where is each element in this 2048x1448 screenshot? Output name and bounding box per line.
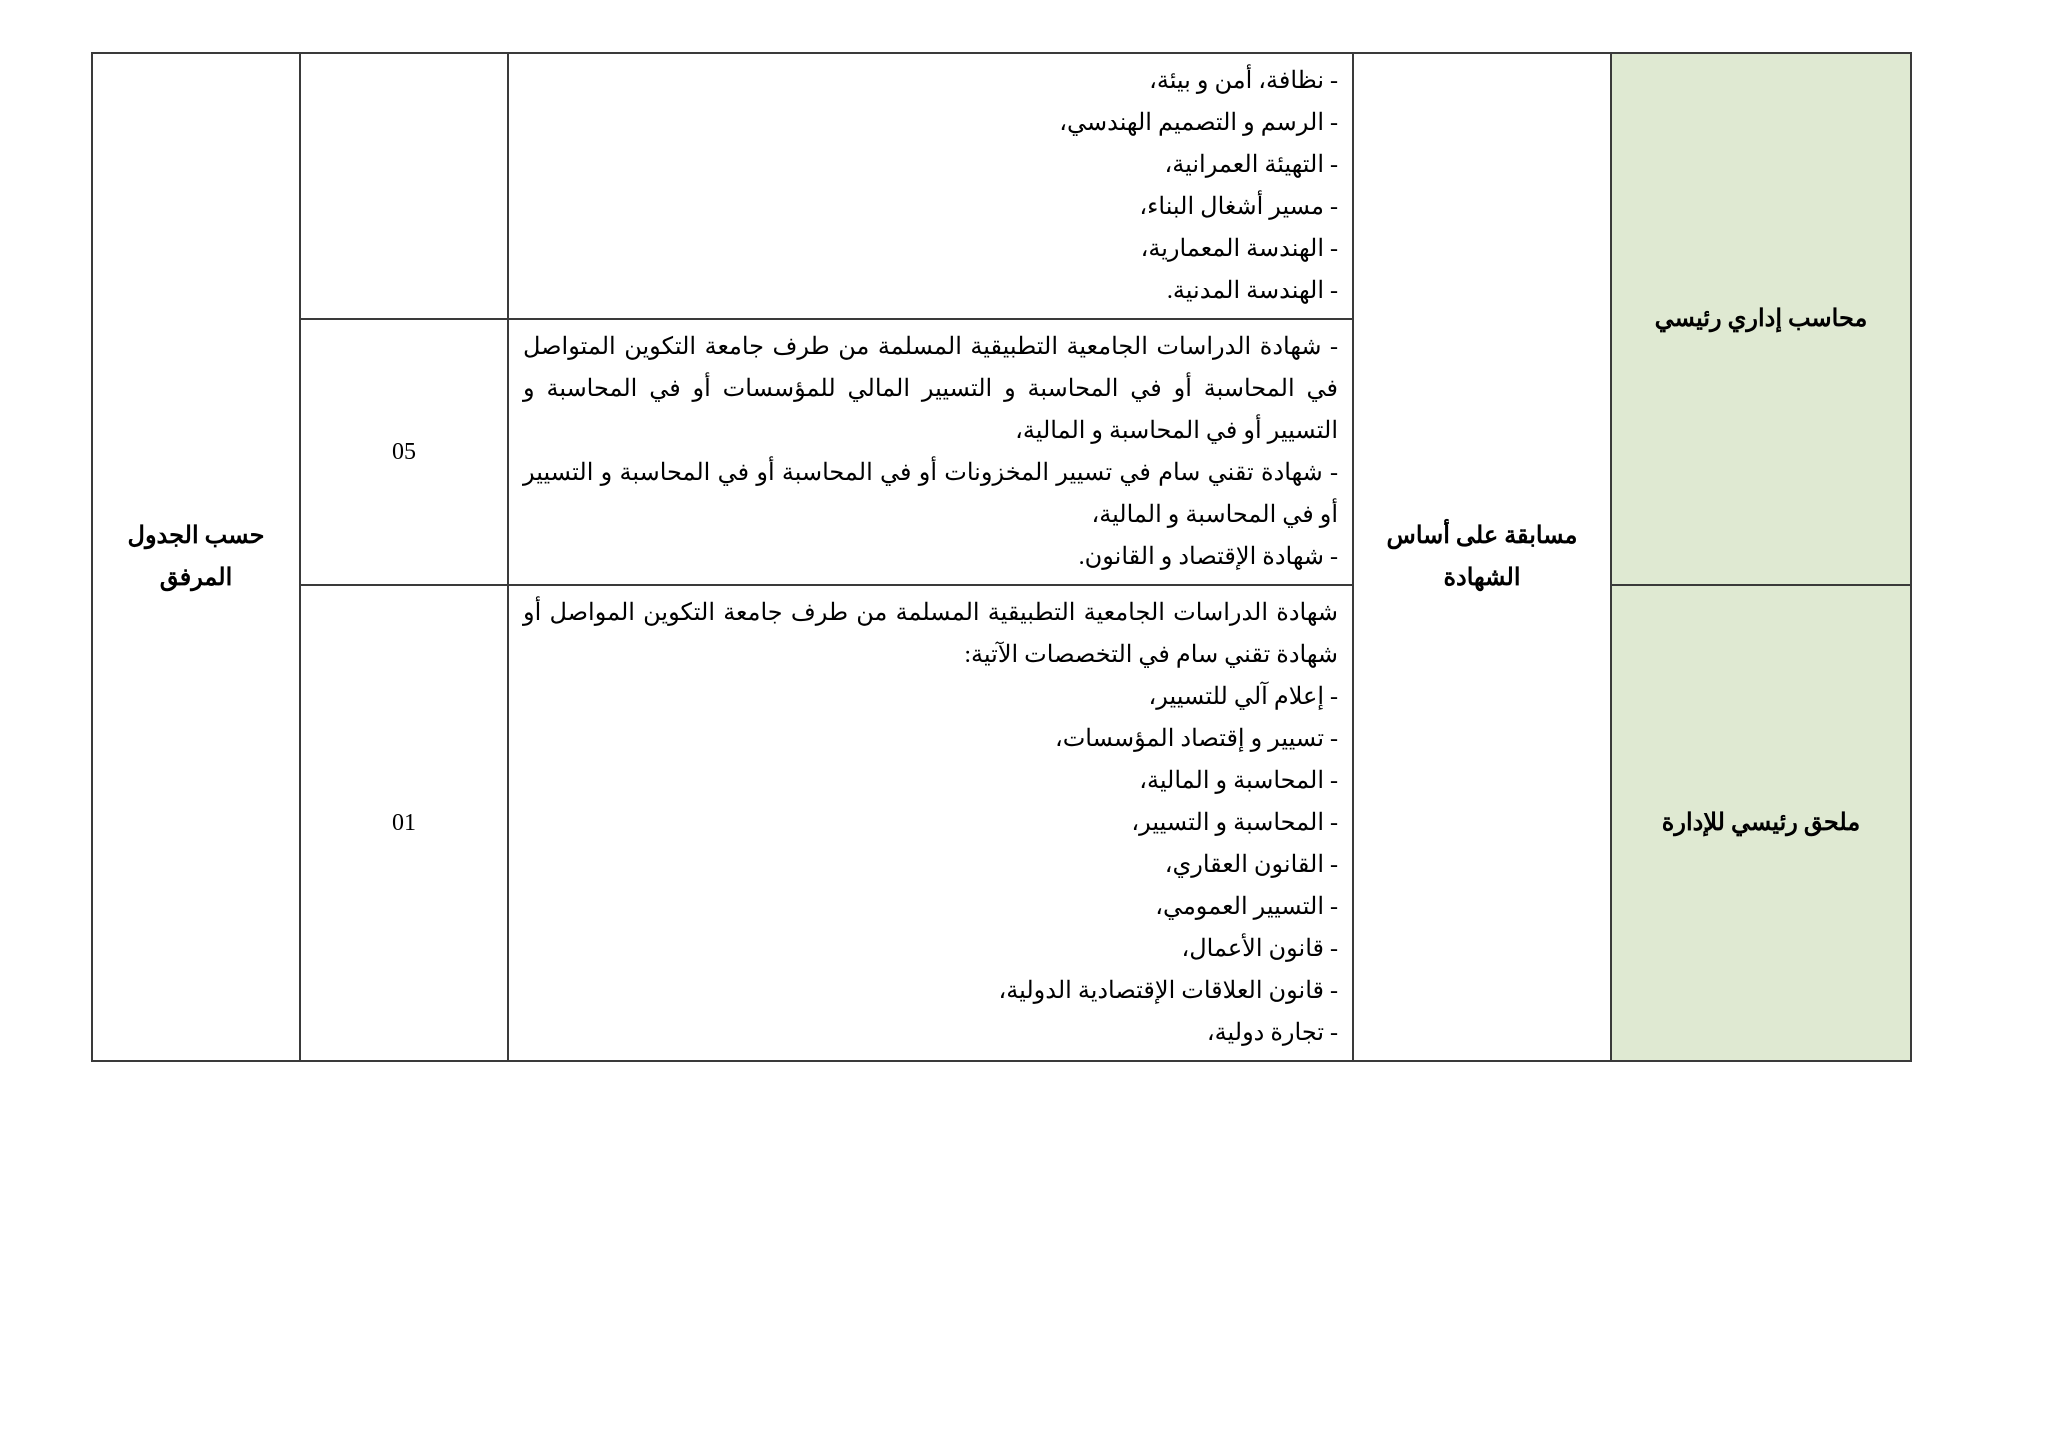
conditions-cell	[508, 53, 1353, 319]
list-item: - إعلام آلي للتسيير،	[1148, 684, 1338, 710]
conditions-list	[523, 592, 1338, 1054]
table-row	[92, 53, 1911, 319]
list-item: شهادة الدراسات الجامعية التطبيقية المسلمة من طرف جامعة التكوين المواصل أو شهادة تقني سام في التخصصات الآتية:	[523, 600, 1338, 668]
list-item: - شهادة تقني سام في تسيير المخزونات أو في المحاسبة أو في المحاسبة و التسيير أو في المحاسبة و المالية،	[523, 460, 1338, 528]
grade-cell: ملحق رئيسي للإدارة	[1611, 585, 1911, 1061]
grade-cell: محاسب إداري رئيسي	[1611, 53, 1911, 585]
conditions-cell	[508, 319, 1353, 585]
list-item: - قانون العلاقات الإقتصادية الدولية،	[998, 978, 1338, 1004]
list-item: - قانون الأعمال،	[1181, 936, 1338, 962]
list-item: - المحاسبة و التسيير،	[1131, 810, 1338, 836]
mode-cell: مسابقة على أساس الشهادة	[1353, 53, 1611, 1061]
list-item: - المحاسبة و المالية،	[1139, 768, 1338, 794]
table-row	[92, 585, 1911, 1061]
list-item: - شهادة الدراسات الجامعية التطبيقية المسلمة من طرف جامعة التكوين المتواصل في المحاسبة أو في المحاسبة و التسيير المالي للمؤسسات أو في المحاسبة و التسيير أو في المحاسبة و المالية،	[523, 334, 1338, 444]
count-cell	[300, 53, 508, 319]
list-item: - التهيئة العمرانية،	[1164, 152, 1338, 178]
conditions-list	[523, 326, 1338, 578]
note-cell: حسب الجدول المرفق	[92, 53, 300, 1061]
recruitment-conditions-table	[91, 52, 1912, 1062]
count-cell: 05	[300, 319, 508, 585]
list-item: - تسيير و إقتصاد المؤسسات،	[1054, 726, 1338, 752]
list-item: - الرسم و التصميم الهندسي،	[1059, 110, 1338, 136]
list-item: - شهادة الإقتصاد و القانون.	[1078, 544, 1338, 570]
conditions-list	[523, 60, 1338, 312]
list-item: - التسيير العمومي،	[1155, 894, 1338, 920]
conditions-cell	[508, 585, 1353, 1061]
count-cell: 01	[300, 585, 508, 1061]
list-item: - تجارة دولية،	[1206, 1020, 1338, 1046]
list-item: - الهندسة المدنية.	[1166, 278, 1338, 304]
table-container	[127, 52, 1912, 1062]
list-item: - الهندسة المعمارية،	[1140, 236, 1338, 262]
list-item: - مسير أشغال البناء،	[1139, 194, 1338, 220]
list-item: - القانون العقاري،	[1164, 852, 1338, 878]
list-item: - نظافة، أمن و بيئة،	[1149, 68, 1338, 94]
